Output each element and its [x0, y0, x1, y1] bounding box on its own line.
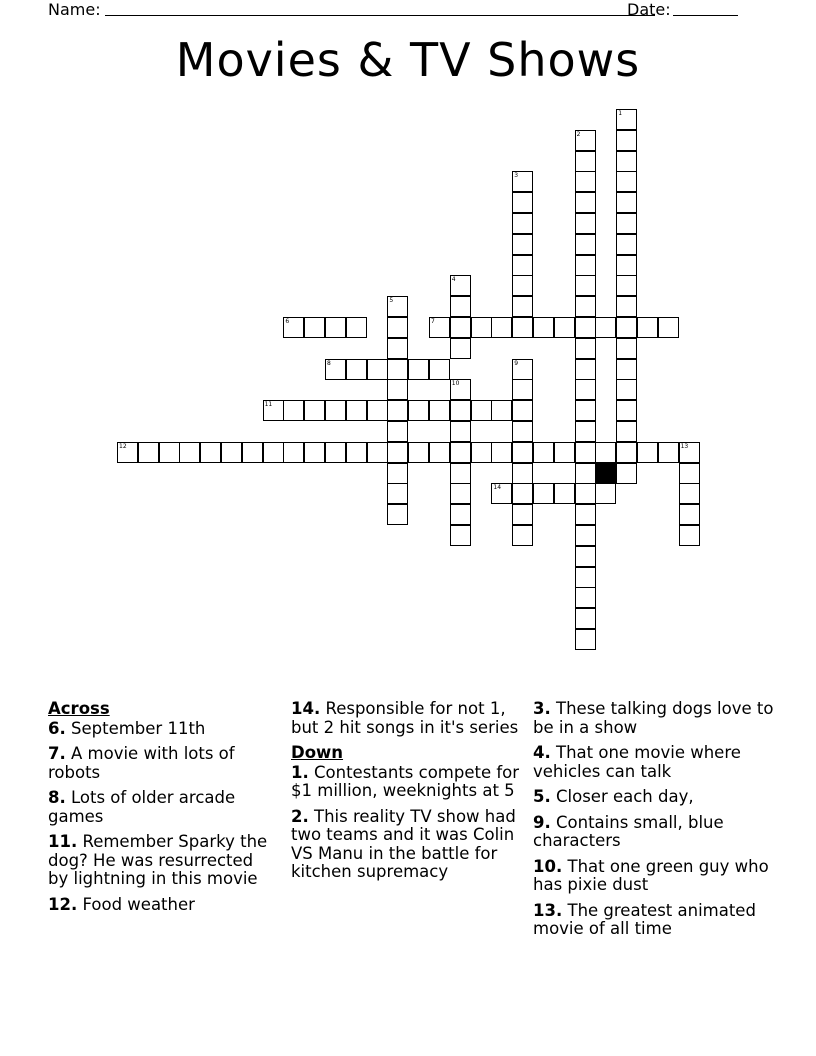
grid-cell[interactable]	[387, 317, 408, 338]
grid-cell[interactable]	[429, 359, 450, 380]
clues-column-1	[48, 700, 276, 921]
grid-number: 1	[618, 110, 623, 117]
grid-cell[interactable]	[304, 317, 325, 338]
grid-cell[interactable]	[575, 275, 596, 296]
grid-cell[interactable]	[554, 317, 575, 338]
clue-down-4: 4. That one movie where vehicles can talk	[533, 743, 741, 781]
grid-cell[interactable]	[491, 317, 512, 338]
grid-cell[interactable]	[575, 504, 596, 525]
grid-cell[interactable]	[512, 421, 533, 442]
clue-down-10: 10. That one green guy who has pixie dust	[533, 856, 769, 894]
clue-down-13: 13. The greatest animated movie of all time	[533, 900, 756, 938]
grid-cell[interactable]	[616, 421, 637, 442]
grid-cell[interactable]	[595, 317, 616, 338]
grid-cell[interactable]	[450, 400, 471, 421]
clue-across-7: 7. A movie with lots of robots	[48, 744, 235, 782]
grid-cell[interactable]	[616, 234, 637, 255]
grid-cell[interactable]	[304, 442, 325, 463]
grid-number: 7	[431, 318, 435, 325]
grid-number: 13	[680, 442, 689, 450]
clue-down-5: 5. Closer each day,	[533, 787, 694, 806]
grid-cell[interactable]	[387, 483, 408, 504]
grid-cell[interactable]	[450, 483, 471, 504]
grid-cell[interactable]	[575, 151, 596, 172]
name-label: Name:	[48, 0, 101, 19]
grid-cell[interactable]	[575, 255, 596, 276]
grid-cell[interactable]	[325, 317, 346, 338]
grid-cell[interactable]	[616, 151, 637, 172]
grid-cell[interactable]	[512, 400, 533, 421]
grid-cell[interactable]	[450, 525, 471, 546]
grid-cell[interactable]	[159, 442, 180, 463]
page-title: Movies & TV Shows	[175, 33, 641, 87]
grid-cell[interactable]	[679, 504, 700, 525]
grid-cell[interactable]	[575, 338, 596, 359]
grid-cell[interactable]	[304, 400, 325, 421]
grid-cell[interactable]	[575, 525, 596, 546]
grid-number: 14	[493, 484, 502, 492]
grid-cell[interactable]	[512, 463, 533, 484]
grid-cell[interactable]	[554, 442, 575, 463]
grid-number: 12	[119, 442, 127, 450]
grid-cell[interactable]	[575, 171, 596, 192]
grid-cell[interactable]	[616, 317, 637, 338]
grid-cell[interactable]	[637, 317, 658, 338]
clue-across-12: 12. Food weather	[48, 894, 195, 914]
grid-cell[interactable]	[512, 504, 533, 525]
grid-cell[interactable]	[679, 525, 700, 546]
grid-cell[interactable]	[429, 400, 450, 421]
grid-cell[interactable]	[367, 442, 388, 463]
grid-cell[interactable]	[575, 546, 596, 567]
grid-cell[interactable]	[346, 317, 367, 338]
grid-cell[interactable]	[575, 587, 596, 608]
grid-number: 2	[576, 130, 581, 138]
grid-cell[interactable]	[471, 442, 492, 463]
grid-cell[interactable]	[387, 442, 408, 463]
grid-cell[interactable]	[533, 483, 554, 504]
grid-cell[interactable]	[616, 275, 637, 296]
grid-cell[interactable]	[575, 629, 596, 650]
grid-cell[interactable]	[200, 442, 221, 463]
grid-cell[interactable]	[616, 400, 637, 421]
grid-cell[interactable]	[512, 192, 533, 213]
clue-across-6: 6. September 11th	[48, 718, 206, 738]
grid-cell[interactable]	[387, 338, 408, 359]
grid-cell[interactable]	[263, 442, 284, 463]
grid-cell[interactable]	[512, 317, 533, 338]
grid-cell[interactable]	[387, 463, 408, 484]
grid-cell[interactable]	[325, 400, 346, 421]
grid-cell[interactable]	[533, 442, 554, 463]
grid-cell[interactable]	[575, 192, 596, 213]
grid-cell[interactable]	[616, 463, 637, 484]
grid-cell[interactable]	[679, 463, 700, 484]
grid-cell[interactable]	[387, 421, 408, 442]
grid-number: 10	[451, 380, 460, 388]
grid-cell[interactable]	[387, 504, 408, 525]
grid-cell[interactable]	[616, 379, 637, 400]
grid-cell[interactable]	[491, 442, 512, 463]
grid-cell[interactable]	[512, 255, 533, 276]
grid-cell[interactable]	[346, 400, 367, 421]
grid-cell[interactable]	[346, 359, 367, 380]
grid-cell[interactable]	[637, 442, 658, 463]
grid-cell[interactable]	[575, 421, 596, 442]
grid-cell[interactable]	[512, 525, 533, 546]
grid-cell[interactable]	[450, 317, 471, 338]
grid-number: 11	[264, 401, 273, 409]
grid-cell[interactable]	[408, 442, 429, 463]
grid-cell[interactable]	[616, 338, 637, 359]
across-heading: Across	[48, 699, 110, 718]
grid-cell[interactable]	[387, 379, 408, 400]
grid-cell[interactable]	[679, 483, 700, 504]
grid-cell[interactable]	[575, 400, 596, 421]
grid-cell[interactable]	[533, 317, 554, 338]
black-square	[595, 463, 616, 484]
grid-cell[interactable]	[575, 483, 596, 504]
grid-cell[interactable]	[346, 442, 367, 463]
grid-cell[interactable]	[387, 400, 408, 421]
grid-cell[interactable]	[575, 608, 596, 629]
clue-down-2: 2. This reality TV show had two teams and it was Colin VS Manu in the battle for kitchen supremacy	[291, 806, 516, 881]
clue-down-9: 9. Contains small, blue characters	[533, 812, 724, 850]
grid-cell[interactable]	[616, 442, 637, 463]
grid-cell[interactable]	[616, 359, 637, 380]
grid-cell[interactable]	[575, 234, 596, 255]
grid-cell[interactable]	[595, 483, 616, 504]
grid-cell[interactable]	[575, 359, 596, 380]
grid-cell[interactable]	[616, 171, 637, 192]
grid-cell[interactable]	[450, 338, 471, 359]
grid-cell[interactable]	[221, 442, 242, 463]
grid-cell[interactable]	[512, 275, 533, 296]
grid-cell[interactable]	[575, 567, 596, 588]
grid-cell[interactable]	[491, 400, 512, 421]
grid-cell[interactable]	[408, 359, 429, 380]
grid-cell[interactable]	[512, 234, 533, 255]
grid-cell[interactable]	[512, 483, 533, 504]
clue-across-8: 8. Lots of older arcade games	[48, 788, 236, 826]
grid-cell[interactable]	[575, 379, 596, 400]
down-heading: Down	[291, 743, 344, 762]
grid-cell[interactable]	[429, 442, 450, 463]
grid-cell[interactable]	[325, 442, 346, 463]
grid-cell[interactable]	[471, 317, 492, 338]
grid-cell[interactable]	[616, 130, 637, 151]
grid-cell[interactable]	[387, 359, 408, 380]
grid-cell[interactable]	[450, 421, 471, 442]
grid-cell[interactable]	[575, 213, 596, 234]
grid-cell[interactable]	[367, 400, 388, 421]
grid-cell[interactable]	[450, 296, 471, 317]
grid-cell[interactable]	[283, 400, 304, 421]
grid-number: 8	[327, 359, 331, 367]
clue-down-1: 1. Contestants compete for $1 million, weeknights at 5	[291, 762, 520, 800]
clue-across-14: 14. Responsible for not 1, but 2 hit songs in it's series	[291, 699, 519, 737]
grid-cell[interactable]	[367, 359, 388, 380]
grid-cell[interactable]	[242, 442, 263, 463]
date-label: Date:	[627, 0, 671, 19]
grid-cell[interactable]	[138, 442, 159, 463]
grid-cell[interactable]	[575, 317, 596, 338]
grid-cell[interactable]	[450, 463, 471, 484]
grid-cell[interactable]	[471, 400, 492, 421]
clues-column-3	[533, 700, 778, 946]
grid-cell[interactable]	[512, 379, 533, 400]
grid-number: 4	[451, 276, 456, 284]
grid-cell[interactable]	[450, 442, 471, 463]
grid-cell[interactable]	[616, 213, 637, 234]
grid-number: 6	[285, 318, 290, 325]
grid-cell[interactable]	[658, 317, 679, 338]
grid-cell[interactable]	[575, 442, 596, 463]
grid-cell[interactable]	[554, 483, 575, 504]
grid-cell[interactable]	[283, 442, 304, 463]
grid-cell[interactable]	[512, 442, 533, 463]
grid-cell[interactable]	[408, 400, 429, 421]
grid-cell[interactable]	[658, 442, 679, 463]
clue-across-11: 11. Remember Sparky the dog? He was resurrected by lightning in this movie	[48, 832, 268, 888]
grid-cell[interactable]	[179, 442, 200, 463]
grid-cell[interactable]	[512, 296, 533, 317]
grid-cell[interactable]	[616, 255, 637, 276]
grid-number: 9	[514, 359, 519, 367]
clues-column-2	[291, 700, 521, 889]
grid-cell[interactable]	[575, 296, 596, 317]
grid-cell[interactable]	[512, 213, 533, 234]
grid-cell[interactable]	[616, 296, 637, 317]
grid-cell[interactable]	[450, 504, 471, 525]
clue-down-3: 3. These talking dogs love to be in a show	[533, 699, 774, 737]
grid-number: 3	[514, 172, 519, 180]
grid-number: 5	[389, 297, 394, 305]
grid-cell[interactable]	[616, 192, 637, 213]
grid-cell[interactable]	[575, 463, 596, 484]
grid-cell[interactable]	[595, 442, 616, 463]
